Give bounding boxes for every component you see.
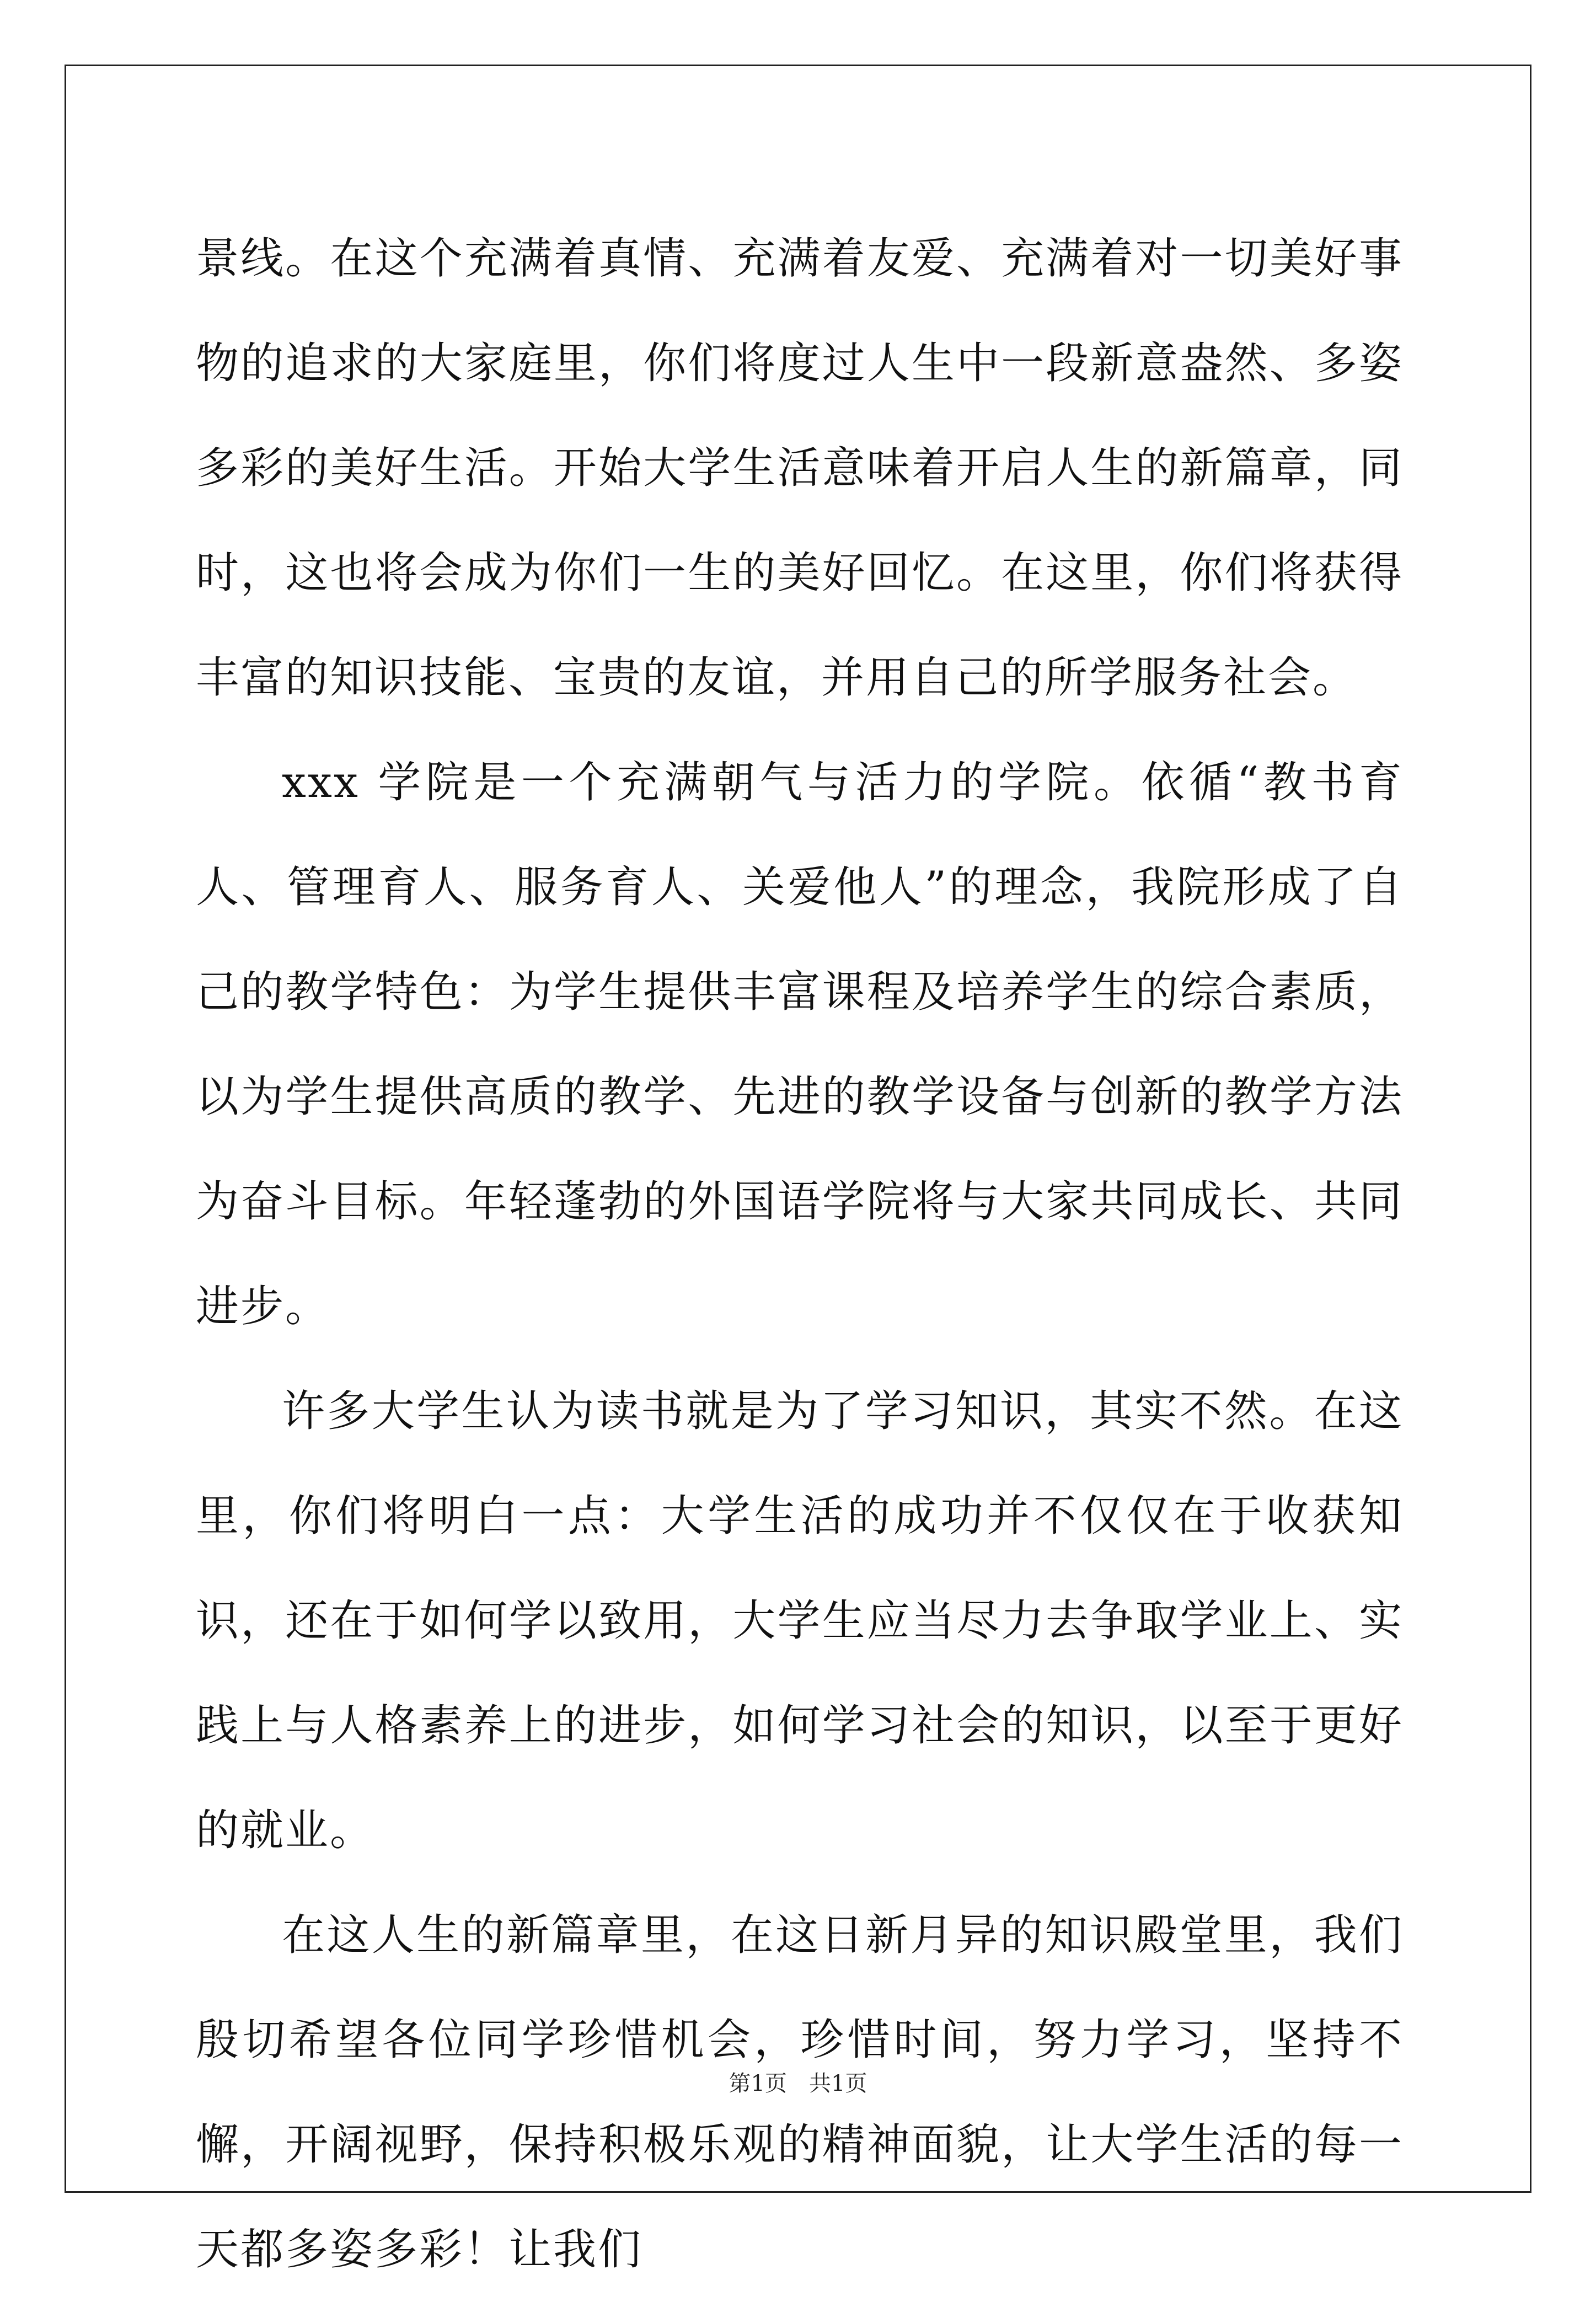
page-number-footer: 第1页 共1页: [729, 2071, 867, 2096]
paragraph-2: xxx 学院是一个充满朝气与活力的学院。依循“教书育人、管理育人、服务育人、关爱他人”的理念，我院形成了自己的教学特色：为学生提供丰富课程及培养学生的综合素质，以为学生提供高质的教学、先进的教学设备与创新的教学方法为奋斗目标。年轻蓬勃的外国语学院将与大家共同成长、共同进步。: [196, 758, 1404, 1331]
paragraph-1: 景线。在这个充满着真情、充满着友爱、充满着对一切美好事物的追求的大家庭里，你们将度过人生中一段新意盎然、多姿多彩的美好生活。开始大学生活意味着开启人生的新篇章，同时，这也将会成为你们一生的美好回忆。在这里，你们将获得丰富的知识技能、宝贵的友谊，并用自己的所学服务社会。: [196, 234, 1404, 703]
paragraph-4: 在这人生的新篇章里，在这日新月异的知识殿堂里，我们殷切希望各位同学珍惜机会，珍惜时间，努力学习，坚持不懈，开阔视野，保持积极乐观的精神面貌，让大学生活的每一天都多姿多彩！让我们: [196, 1910, 1404, 2274]
paragraph-3: 许多大学生认为读书就是为了学习知识，其实不然。在这里，你们将明白一点：大学生活的成功并不仅仅在于收获知识，还在于如何学以致用，大学生应当尽力去争取学业上、实践上与人格素养上的进步，如何学习社会的知识，以至于更好的就业。: [196, 1386, 1404, 1855]
document-body: [196, 206, 1404, 2302]
